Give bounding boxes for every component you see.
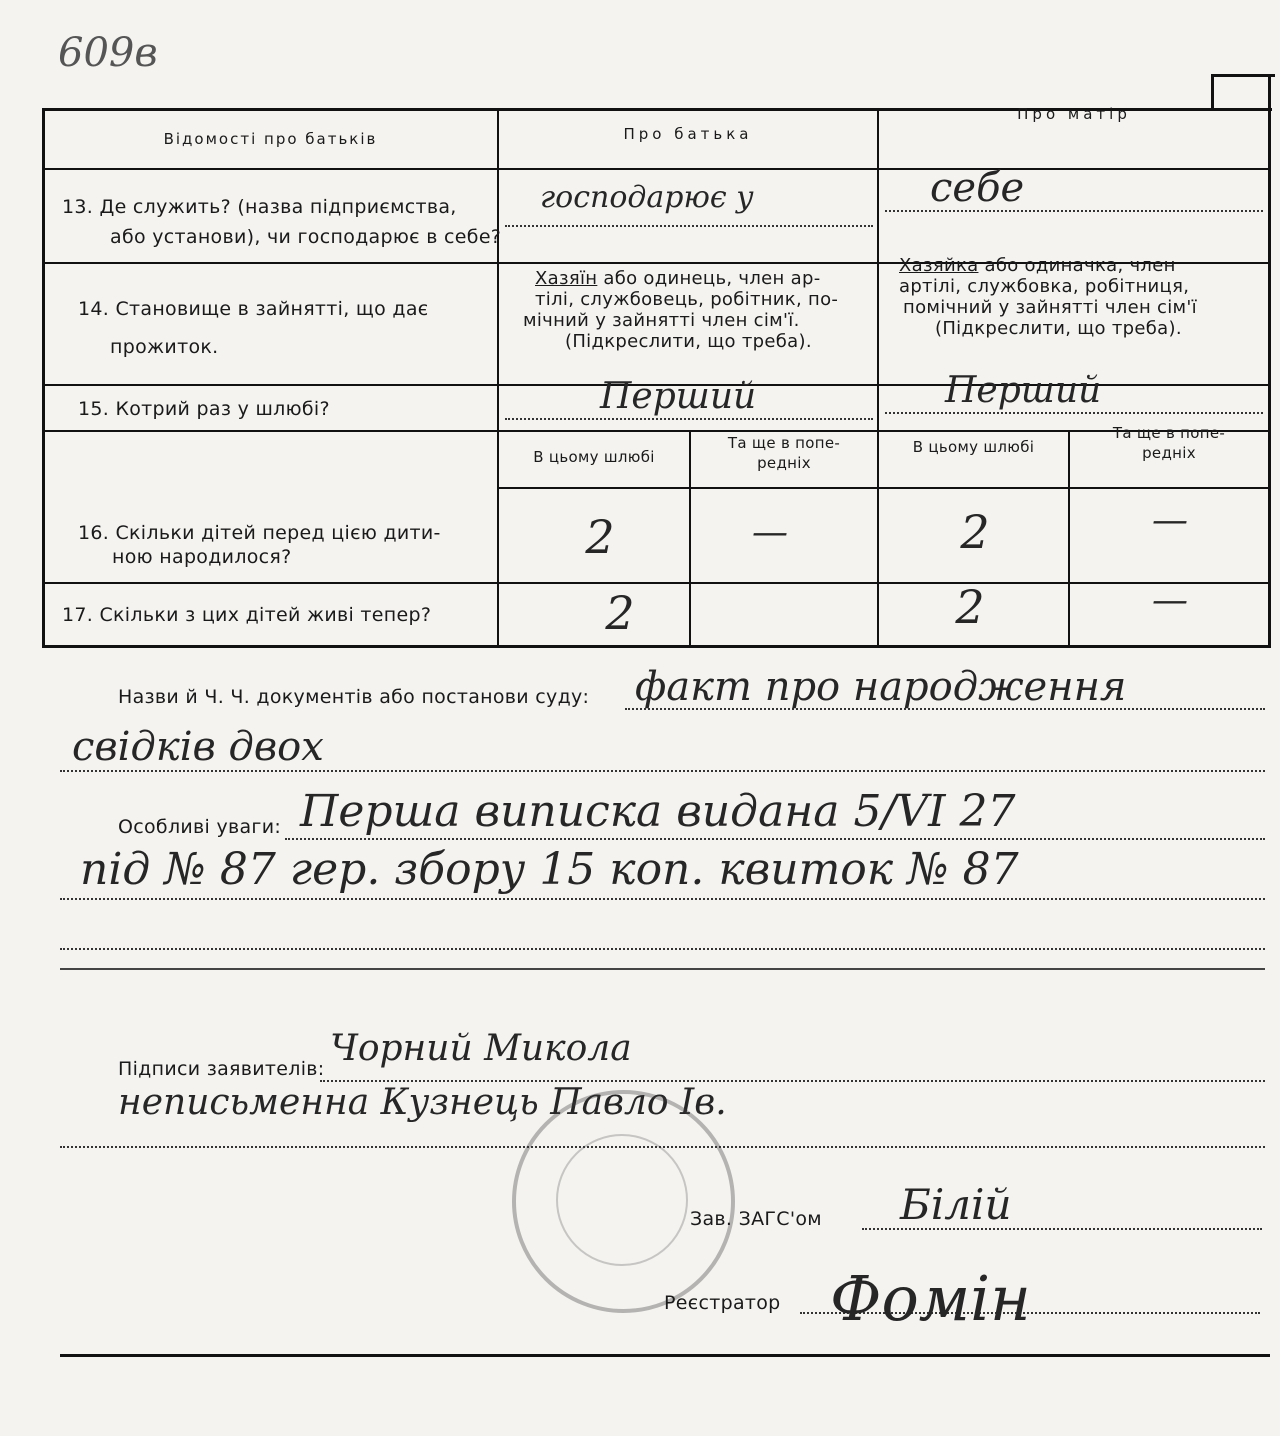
q16-father-prev: — xyxy=(752,512,788,553)
documents-line2: свідків двох xyxy=(72,724,324,770)
q14-mother-line4: (Підкреслити, що треба). xyxy=(935,318,1182,339)
q14-father-options xyxy=(505,268,875,352)
remarks-line1: Перша виписка видана 5/VI 27 xyxy=(300,786,1016,837)
documents-line1: факт про народження xyxy=(635,664,1127,710)
father-prev-header-line2: редніх xyxy=(757,454,811,472)
q16-question-line2: ною народилося? xyxy=(112,546,292,568)
q14-father-line4: (Підкреслити, що треба). xyxy=(565,331,812,352)
registrar-label: Реєстратор xyxy=(664,1292,781,1314)
q16-mother-prev: — xyxy=(1152,500,1188,541)
zags-head-label: Зав. ЗАГС'ом xyxy=(690,1208,822,1230)
q14-father-line1 xyxy=(535,268,855,289)
stamp-inner-ring xyxy=(556,1134,688,1266)
q14-mother-options xyxy=(885,255,1265,339)
remarks-line2: під № 87 гер. збору 15 коп. квиток № 87 xyxy=(80,844,1019,895)
signatures-line1: Чорний Микола xyxy=(330,1028,632,1069)
q15-mother-answer: Перший xyxy=(945,370,1102,411)
q14-mother-line3: помічний у зайнятті член сім'ї xyxy=(903,297,1197,318)
q13-question-line2: або установи), чи господарює в себе? xyxy=(110,226,502,248)
q17-mother-prev: — xyxy=(1152,580,1188,621)
q14-question-line2: прожиток. xyxy=(110,336,219,358)
q16-father-this: 2 xyxy=(585,510,615,564)
q16-mother-this: 2 xyxy=(960,505,990,559)
header-col-father: Про батька xyxy=(623,125,753,143)
q13-father-answer: господарює у xyxy=(540,180,754,215)
q17-mother-this: 2 xyxy=(955,580,985,634)
zags-head-signature: Білій xyxy=(900,1180,1012,1229)
father-this-marriage-header: В цьому шлюбі xyxy=(533,448,655,466)
q17-father-this: 2 xyxy=(605,586,635,640)
father-prev-header-line1: Та ще в попе- xyxy=(727,434,841,452)
q17-question: 17. Скільки з цих дітей живі тепер? xyxy=(62,604,432,626)
header-col-mother: Про матір xyxy=(1017,105,1131,123)
q14-mother-line2: артілі, службовка, робітниця, xyxy=(899,276,1190,297)
q15-question: 15. Котрий раз у шлюбі? xyxy=(78,398,330,420)
q13-mother-answer: себе xyxy=(930,165,1025,211)
corner-note: 609в xyxy=(58,30,158,76)
signatures-label: Підписи заявителів: xyxy=(118,1058,325,1080)
mother-prev-header-line1: Та ще в попе- xyxy=(1112,424,1226,442)
signatures-line2: неписьменна Кузнець Павло Ів. xyxy=(118,1082,727,1123)
q14-father-line3: мічний у зайнятті член сім'ї. xyxy=(523,310,800,331)
official-stamp xyxy=(512,1090,735,1313)
q14-mother-line1 xyxy=(899,255,1265,276)
mother-prev-header-line2: редніх xyxy=(1142,444,1196,462)
documents-label: Назви й Ч. Ч. документів або постанови суду: xyxy=(118,686,590,708)
registrar-signature: Фомін xyxy=(830,1262,1031,1335)
q14-father-line2: тілі, службовець, робітник, по- xyxy=(535,289,839,310)
q14-father-underlined-option: Хазяїн xyxy=(535,268,598,289)
q15-father-answer: Перший xyxy=(600,376,757,417)
q14-father-line1-rest: або одинець, член ар- xyxy=(597,268,821,289)
q16-question-line1: 16. Скільки дітей перед цією дити- xyxy=(78,522,441,544)
q13-question-line1: 13. Де служить? (назва підприємства, xyxy=(62,196,457,218)
header-col-parents-info: Відомості про батьків xyxy=(163,130,378,148)
mother-this-marriage-header: В цьому шлюбі xyxy=(912,438,1035,456)
remarks-label: Особливі уваги: xyxy=(118,816,282,838)
q14-question-line1: 14. Становище в зайнятті, що дає xyxy=(78,298,429,320)
q14-mother-underlined-option: Хазяйка xyxy=(899,255,979,276)
q14-mother-line1-rest: або одиначка, член xyxy=(978,255,1176,276)
